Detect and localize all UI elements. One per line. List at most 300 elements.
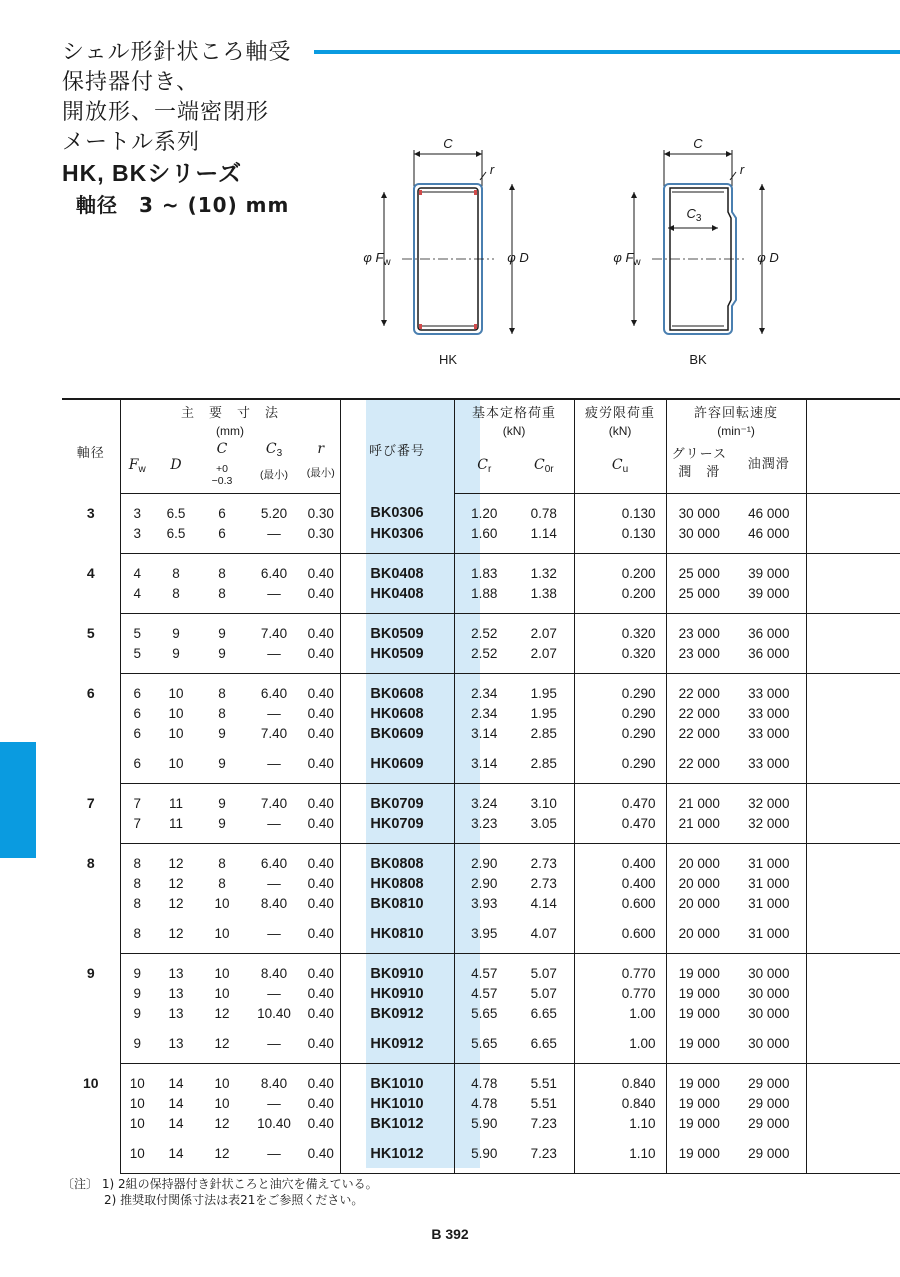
- cell-oil: 31 000: [732, 894, 806, 914]
- title-block: [62, 38, 292, 220]
- header-cr: $C_r$: [454, 441, 514, 493]
- table-row: [62, 814, 900, 844]
- cell-r: 0.40: [302, 814, 340, 844]
- cell-c: 8: [198, 584, 246, 614]
- cell-fw: 10: [120, 1114, 154, 1134]
- cell-oil: 36 000: [732, 613, 806, 644]
- table-header: [62, 399, 900, 493]
- cell-grease: 22 000: [666, 724, 732, 744]
- cell-fw: 10: [120, 1094, 154, 1114]
- header-main-dims: 主 要 寸 法 (mm): [120, 399, 340, 441]
- cell-c3: 8.40: [260, 895, 288, 911]
- cell-c: 8: [218, 685, 226, 701]
- cell-oil: 46 000: [732, 493, 806, 524]
- hk-caption: HK: [438, 352, 458, 367]
- cell-des: BK0912: [340, 1004, 454, 1024]
- table-row: [62, 1063, 900, 1094]
- table-row: [62, 744, 900, 784]
- cell-r: 0.40: [307, 855, 334, 871]
- cell-spacer: [806, 644, 900, 674]
- cell-c: 9: [198, 644, 246, 674]
- cell-des: HK0408: [340, 584, 454, 614]
- cell-oil: 33 000: [732, 724, 806, 744]
- cell-oil: 36 000: [732, 644, 806, 674]
- cell-des: BK0808: [340, 843, 454, 874]
- bk-fw-label: φ $F_w$: [613, 250, 641, 268]
- bk-d-label: φ D: [757, 250, 779, 265]
- cell-des: BK0509: [340, 613, 454, 644]
- cell-cu: 0.320: [574, 613, 666, 644]
- cell-oil: 33 000: [732, 704, 806, 724]
- bore-size: 7: [86, 795, 95, 811]
- cell-des: HK0306: [340, 524, 454, 554]
- cell-spacer: [806, 744, 900, 784]
- cell-c: 10: [214, 1095, 230, 1111]
- cell-spacer: [806, 953, 900, 984]
- cell-c: 8: [218, 855, 226, 871]
- cell-cr: 5.90: [454, 1114, 514, 1134]
- header-cu: $C_u$: [574, 441, 666, 493]
- cell-cu: 0.770: [574, 984, 666, 1004]
- cell-cu: 0.290: [574, 704, 666, 724]
- hk-fw-label: φ $F_w$: [363, 250, 391, 268]
- cell-cr: 1.88: [454, 584, 514, 614]
- cell-spacer: [806, 524, 900, 554]
- cell-oil: 29 000: [732, 1094, 806, 1114]
- cell-fw: 4: [120, 553, 154, 584]
- table-row: [62, 493, 900, 524]
- cell-grease: 20 000: [666, 894, 732, 914]
- cell-oil: 29 000: [732, 1114, 806, 1134]
- cell-fw: 9: [120, 1004, 154, 1024]
- cell-cr: 1.60: [454, 524, 514, 554]
- header-fw: $F_w$: [120, 441, 154, 493]
- cell-r: 0.40: [307, 705, 334, 721]
- cell-cu: 0.400: [574, 843, 666, 874]
- cell-grease: 22 000: [666, 673, 732, 704]
- header-bore: 軸径: [76, 445, 105, 460]
- cell-des: HK0910: [340, 984, 454, 1004]
- cell-des: HK0808: [340, 874, 454, 894]
- cell-cr: 5.65: [454, 1004, 514, 1024]
- cell-c3: —: [267, 875, 281, 891]
- cell-d: 14: [168, 1095, 184, 1111]
- table-body: [62, 493, 900, 1173]
- cell-c: 8: [218, 565, 226, 581]
- cell-grease: 19 000: [666, 1063, 732, 1094]
- cell-d: 14: [154, 1134, 198, 1174]
- cell-d: 10: [168, 705, 184, 721]
- cell-d: 13: [168, 1005, 184, 1021]
- cell-c3: —: [246, 1134, 302, 1174]
- cell-d: 8: [154, 584, 198, 614]
- notes: [62, 1176, 378, 1208]
- cell-grease: 19 000: [666, 1114, 732, 1134]
- cell-grease: 21 000: [666, 783, 732, 814]
- cell-d: 9: [172, 625, 180, 641]
- title-rule: [314, 50, 900, 54]
- cell-c0r: 2.73: [530, 875, 557, 891]
- cell-fw: 7: [120, 814, 154, 844]
- cell-c3: 8.40: [260, 1075, 288, 1091]
- cell-c3: 7.40: [260, 625, 288, 641]
- cell-c0r: 1.95: [530, 705, 557, 721]
- cell-cr: 3.24: [454, 783, 514, 814]
- table-row: [62, 644, 900, 674]
- cell-spacer: [806, 874, 900, 894]
- cell-c: 8: [218, 705, 226, 721]
- cell-c3: —: [267, 985, 281, 1001]
- bore-size: 3: [86, 505, 95, 521]
- cell-spacer: [806, 1024, 900, 1064]
- table-row: [62, 783, 900, 814]
- cell-cu: 0.130: [574, 493, 666, 524]
- cell-c: 12: [214, 1005, 230, 1021]
- cell-c: 12: [198, 1134, 246, 1174]
- cell-cr: 3.14: [454, 744, 514, 784]
- cell-spacer: [806, 814, 900, 844]
- cell-c3: —: [246, 914, 302, 954]
- cell-c0r: 3.10: [530, 795, 557, 811]
- header-c3: $C_3$ (最小): [246, 441, 302, 493]
- cell-d: 13: [168, 965, 184, 981]
- cell-oil: 29 000: [732, 1134, 806, 1174]
- cell-cr: 3.14: [454, 724, 514, 744]
- cell-grease: 20 000: [666, 914, 732, 954]
- cell-c0r: 7.23: [530, 1115, 557, 1131]
- cell-c: 9: [218, 725, 226, 741]
- cell-c3: —: [267, 1095, 281, 1111]
- cell-r: 0.40: [302, 744, 340, 784]
- cell-cr: 2.52: [454, 613, 514, 644]
- cell-d: 6.5: [166, 505, 186, 521]
- cell-oil: 46 000: [732, 524, 806, 554]
- bore-size: 9: [86, 965, 95, 981]
- cell-grease: 19 000: [666, 953, 732, 984]
- cell-c: 12: [198, 1024, 246, 1064]
- cell-oil: 32 000: [732, 814, 806, 844]
- bk-diagram: [612, 132, 792, 372]
- cell-r: 0.40: [302, 914, 340, 954]
- hk-d-label: φ D: [507, 250, 529, 265]
- table-row: [62, 553, 900, 584]
- cell-spacer: [806, 724, 900, 744]
- cell-grease: 23 000: [666, 613, 732, 644]
- cell-spacer: [806, 1114, 900, 1134]
- cell-cu: 0.400: [574, 874, 666, 894]
- cell-c3: 6.40: [260, 855, 288, 871]
- cell-c3: —: [246, 644, 302, 674]
- cell-oil: 31 000: [732, 843, 806, 874]
- cell-d: 13: [154, 1024, 198, 1064]
- cell-fw: 8: [120, 843, 154, 874]
- cell-c: 9: [198, 744, 246, 784]
- cell-spacer: [806, 894, 900, 914]
- cell-cu: 0.840: [574, 1063, 666, 1094]
- cell-grease: 19 000: [666, 1134, 732, 1174]
- cell-r: 0.40: [307, 1005, 334, 1021]
- cell-cr: 5.90: [454, 1134, 514, 1174]
- table-row: [62, 673, 900, 704]
- cell-cu: 0.320: [574, 644, 666, 674]
- hk-diagram: [362, 132, 542, 372]
- title-bore-range: 軸径 3 ~ (10) mm: [76, 193, 290, 217]
- cell-des: HK0810: [340, 914, 454, 954]
- cell-spacer: [806, 493, 900, 524]
- cell-grease: 19 000: [666, 1094, 732, 1114]
- cell-c0r: 5.07: [530, 985, 557, 1001]
- cell-c: 10: [198, 914, 246, 954]
- cell-r: 0.30: [302, 524, 340, 554]
- cell-oil: 30 000: [732, 984, 806, 1004]
- cell-cu: 1.00: [574, 1024, 666, 1064]
- cell-grease: 20 000: [666, 874, 732, 894]
- table-row: [62, 1134, 900, 1174]
- cell-grease: 30 000: [666, 524, 732, 554]
- cell-c: 9: [218, 625, 226, 641]
- cell-grease: 22 000: [666, 704, 732, 724]
- cell-fw: 8: [120, 894, 154, 914]
- cell-cu: 0.200: [574, 553, 666, 584]
- cell-c: 10: [214, 895, 230, 911]
- table-row: [62, 613, 900, 644]
- cell-c: 12: [214, 1115, 230, 1131]
- cell-c: 9: [218, 795, 226, 811]
- cell-c0r: 5.51: [530, 1095, 557, 1111]
- cell-oil: 31 000: [732, 874, 806, 894]
- cell-r: 0.40: [307, 1095, 334, 1111]
- cell-c3: 7.40: [260, 795, 288, 811]
- cell-des: HK0509: [340, 644, 454, 674]
- cell-cr: 2.90: [454, 874, 514, 894]
- cell-fw: 6: [120, 704, 154, 724]
- cell-c3: —: [246, 584, 302, 614]
- cell-oil: 39 000: [732, 584, 806, 614]
- cell-r: 0.40: [302, 644, 340, 674]
- cell-fw: 6: [120, 744, 154, 784]
- cell-des: BK1010: [340, 1063, 454, 1094]
- cell-c0r: 0.78: [530, 505, 557, 521]
- cell-fw: 5: [120, 644, 154, 674]
- cell-cu: 0.470: [574, 814, 666, 844]
- cell-spacer: [806, 1004, 900, 1024]
- cell-cu: 0.290: [574, 724, 666, 744]
- cell-r: 0.40: [307, 725, 334, 741]
- header-designation: 呼び番号: [340, 399, 454, 493]
- cell-c0r: 7.23: [514, 1134, 574, 1174]
- cell-cr: 4.78: [454, 1094, 514, 1114]
- table-row: [62, 874, 900, 894]
- cell-c3: 7.40: [260, 725, 288, 741]
- cell-cr: 2.34: [454, 704, 514, 724]
- cell-r: 0.40: [307, 985, 334, 1001]
- cell-cr: 4.57: [454, 984, 514, 1004]
- table-row: [62, 914, 900, 954]
- header-r: r (最小): [302, 441, 340, 493]
- cell-d: 9: [154, 644, 198, 674]
- table-row: [62, 953, 900, 984]
- cell-cr: 4.78: [454, 1063, 514, 1094]
- cell-fw: 9: [120, 953, 154, 984]
- cell-c0r: 3.05: [514, 814, 574, 844]
- cell-d: 10: [154, 744, 198, 784]
- cell-r: 0.40: [307, 565, 334, 581]
- title-line-2: 保持器付き、: [62, 70, 200, 95]
- cell-grease: 19 000: [666, 984, 732, 1004]
- cell-d: 14: [168, 1115, 184, 1131]
- cell-r: 0.40: [302, 584, 340, 614]
- cell-cu: 0.600: [574, 914, 666, 954]
- cell-oil: 32 000: [732, 783, 806, 814]
- cell-c: 10: [214, 1075, 230, 1091]
- cell-oil: 30 000: [732, 953, 806, 984]
- cell-spacer: [806, 1063, 900, 1094]
- cell-d: 8: [172, 565, 180, 581]
- cell-des: HK0912: [340, 1024, 454, 1064]
- cell-c0r: 1.38: [514, 584, 574, 614]
- cell-spacer: [806, 1094, 900, 1114]
- bore-size: 10: [82, 1075, 99, 1091]
- header-speed: 許容回転速度 (min⁻¹): [666, 399, 806, 441]
- cell-r: 0.40: [307, 795, 334, 811]
- cell-oil: 39 000: [732, 553, 806, 584]
- cell-c0r: 2.73: [530, 855, 557, 871]
- cell-spacer: [806, 704, 900, 724]
- cell-spacer: [806, 584, 900, 614]
- cell-oil: 29 000: [732, 1063, 806, 1094]
- cell-fw: 3: [120, 524, 154, 554]
- bearing-table-wrap: [62, 398, 900, 1174]
- cell-des: HK1012: [340, 1134, 454, 1174]
- cell-c0r: 6.65: [530, 1005, 557, 1021]
- cell-d: 12: [168, 855, 184, 871]
- table-row: [62, 1114, 900, 1134]
- cell-oil: 31 000: [732, 914, 806, 954]
- cell-c3: 5.20: [260, 505, 288, 521]
- cell-cr: 1.20: [454, 493, 514, 524]
- bearing-table: [62, 398, 900, 1174]
- cell-des: BK0810: [340, 894, 454, 914]
- cell-oil: 33 000: [732, 744, 806, 784]
- cell-cr: 5.65: [454, 1024, 514, 1064]
- cell-r: 0.40: [307, 685, 334, 701]
- hk-c-label: C: [443, 136, 453, 151]
- title-series: HK, BKシリーズ: [62, 160, 243, 186]
- cell-grease: 25 000: [666, 553, 732, 584]
- cell-fw: 3: [120, 493, 154, 524]
- cell-cu: 0.290: [574, 673, 666, 704]
- cell-grease: 30 000: [666, 493, 732, 524]
- cell-spacer: [806, 673, 900, 704]
- cell-c0r: 4.07: [514, 914, 574, 954]
- cell-r: 0.40: [307, 625, 334, 641]
- cell-cu: 1.00: [574, 1004, 666, 1024]
- cell-des: BK0408: [340, 553, 454, 584]
- cell-c3: —: [267, 705, 281, 721]
- cell-c: 8: [218, 875, 226, 891]
- cell-d: 14: [168, 1075, 184, 1091]
- cell-c: 6: [218, 505, 226, 521]
- cell-spacer: [806, 553, 900, 584]
- cell-d: 11: [154, 814, 198, 844]
- cell-grease: 20 000: [666, 843, 732, 874]
- cell-fw: 8: [120, 874, 154, 894]
- cell-c0r: 5.07: [530, 965, 557, 981]
- cell-r: 0.40: [302, 1024, 340, 1064]
- table-row: [62, 894, 900, 914]
- cell-fw: 6: [120, 724, 154, 744]
- header-c: C +0 −0.3: [198, 441, 246, 493]
- cell-c0r: 1.95: [530, 685, 557, 701]
- bore-size: 8: [86, 855, 95, 871]
- cell-cr: 3.23: [454, 814, 514, 844]
- cell-fw: 10: [120, 1134, 154, 1174]
- cell-d: 12: [168, 875, 184, 891]
- title-line-4: メートル系列: [62, 130, 201, 155]
- cell-grease: 22 000: [666, 744, 732, 784]
- cell-oil: 30 000: [732, 1024, 806, 1064]
- cell-c3: —: [246, 814, 302, 844]
- table-row: [62, 984, 900, 1004]
- cell-c3: 6.40: [260, 565, 288, 581]
- cell-cu: 0.470: [574, 783, 666, 814]
- bk-c-label: C: [693, 136, 703, 151]
- cell-c3: —: [246, 524, 302, 554]
- note-1: 〔注〕 1) 2組の保持器付き針状ころと油穴を備えている。: [62, 1177, 378, 1191]
- cell-c: 9: [198, 814, 246, 844]
- cell-cu: 0.840: [574, 1094, 666, 1114]
- cell-cr: 2.34: [454, 673, 514, 704]
- cell-r: 0.40: [307, 965, 334, 981]
- cell-c: 6: [198, 524, 246, 554]
- bore-size: 5: [86, 625, 95, 641]
- cell-cu: 1.10: [574, 1114, 666, 1134]
- note-2: 2) 推奨取付関係寸法は表21をご参照ください。: [104, 1193, 364, 1207]
- cell-r: 0.40: [307, 1115, 334, 1131]
- cell-cr: 3.93: [454, 894, 514, 914]
- cell-c3: —: [246, 1024, 302, 1064]
- cell-des: HK0709: [340, 814, 454, 844]
- cell-cu: 0.770: [574, 953, 666, 984]
- cell-c: 10: [214, 965, 230, 981]
- cell-d: 10: [168, 725, 184, 741]
- cell-cr: 1.83: [454, 553, 514, 584]
- cell-cu: 1.10: [574, 1134, 666, 1174]
- cell-cr: 3.95: [454, 914, 514, 954]
- cell-grease: 25 000: [666, 584, 732, 614]
- cell-d: 12: [168, 895, 184, 911]
- cell-des: BK0910: [340, 953, 454, 984]
- table-row: [62, 724, 900, 744]
- cell-c0r: 1.32: [530, 565, 557, 581]
- cell-grease: 23 000: [666, 644, 732, 674]
- cell-d: 13: [168, 985, 184, 1001]
- cell-spacer: [806, 613, 900, 644]
- cell-r: 0.40: [302, 1134, 340, 1174]
- bore-size: 4: [86, 565, 95, 581]
- cell-c0r: 1.14: [514, 524, 574, 554]
- header-c0r: $C_{0r}$: [514, 441, 574, 493]
- cell-d: 10: [168, 685, 184, 701]
- cell-c3: 6.40: [260, 685, 288, 701]
- cell-cu: 0.130: [574, 524, 666, 554]
- cell-grease: 19 000: [666, 1024, 732, 1064]
- cell-fw: 5: [120, 613, 154, 644]
- cell-spacer: [806, 914, 900, 954]
- cell-c0r: 2.85: [530, 725, 557, 741]
- bk-c3-label: $C_3$: [686, 206, 702, 224]
- title-line-1: シェル形針状ころ軸受: [62, 40, 292, 65]
